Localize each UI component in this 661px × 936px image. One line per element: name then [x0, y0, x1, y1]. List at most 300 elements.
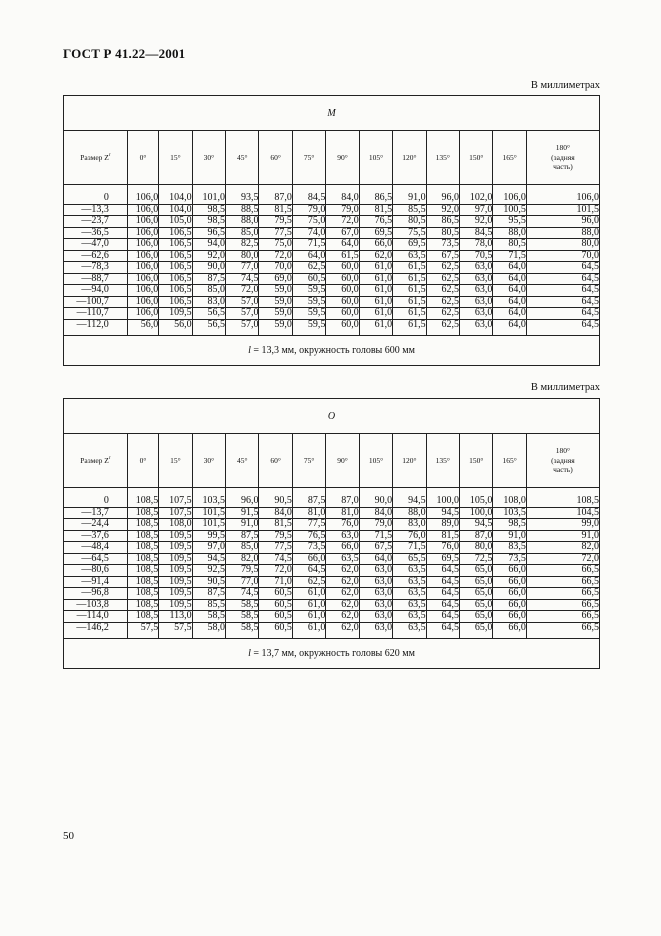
data-table-m — [63, 95, 600, 366]
table-cell: 74,5 — [259, 553, 292, 565]
table-cell: 106,0 — [127, 262, 158, 274]
table-cell: 61,0 — [292, 622, 325, 639]
footer-row — [64, 336, 600, 366]
table-cell: 57,0 — [226, 319, 259, 336]
table-cell: 106,0 — [127, 227, 158, 239]
table-cell: 106,5 — [159, 239, 192, 251]
table-cell: 108,0 — [493, 488, 526, 508]
table-cell: 71,5 — [493, 250, 526, 262]
table-cell: 81,5 — [359, 204, 392, 216]
table-cell: 59,0 — [259, 285, 292, 297]
table-cell: 62,0 — [326, 599, 359, 611]
size-value: —13,7 — [64, 507, 128, 519]
table-cell: 107,5 — [159, 488, 192, 508]
table-cell: 66,5 — [526, 565, 599, 577]
table-cell: 58,5 — [226, 599, 259, 611]
table-row — [64, 507, 600, 519]
table-cell: 106,5 — [159, 250, 192, 262]
table-row — [64, 262, 600, 274]
table-cell: 66,0 — [359, 239, 392, 251]
rear-header-line: (задняя — [551, 152, 575, 162]
table-cell: 109,5 — [159, 542, 192, 554]
table-cell: 66,5 — [526, 611, 599, 623]
table-cell: 91,0 — [226, 519, 259, 531]
table-cell: 63,0 — [359, 611, 392, 623]
table-cell: 108,5 — [127, 576, 158, 588]
table-cell: 61,0 — [359, 262, 392, 274]
table-cell: 105,0 — [460, 488, 493, 508]
table-cell: 81,5 — [259, 519, 292, 531]
table-cell: 61,0 — [292, 599, 325, 611]
rear-header-line: 180° — [555, 143, 571, 153]
table-cell: 88,0 — [393, 507, 426, 519]
table-cell: 98,5 — [192, 204, 225, 216]
size-value: —80,6 — [64, 565, 128, 577]
table-cell: 95,5 — [493, 216, 526, 228]
table-cell: 61,0 — [359, 285, 392, 297]
table-cell: 64,0 — [359, 553, 392, 565]
table-cell: 105,0 — [159, 216, 192, 228]
size-value: —47,0 — [64, 239, 128, 251]
table-cell: 78,0 — [460, 239, 493, 251]
table-cell: 100,5 — [493, 204, 526, 216]
table-cell: 101,5 — [192, 519, 225, 531]
table-cell: 82,5 — [226, 239, 259, 251]
table-cell: 64,5 — [526, 273, 599, 285]
table-cell: 57,0 — [226, 308, 259, 320]
table-cell: 92,5 — [192, 565, 225, 577]
table-cell: 80,5 — [426, 227, 459, 239]
table-cell: 96,5 — [192, 227, 225, 239]
size-value: —146,2 — [64, 622, 128, 639]
table-cell: 60,0 — [326, 319, 359, 336]
table-cell: 108,5 — [127, 488, 158, 508]
table-cell: 62,5 — [426, 319, 459, 336]
table-row — [64, 565, 600, 577]
table-cell: 109,5 — [159, 530, 192, 542]
table-cell: 66,0 — [326, 542, 359, 554]
table-row — [64, 553, 600, 565]
angle-header: 165° — [493, 434, 526, 488]
table-cell: 61,5 — [393, 319, 426, 336]
table-cell: 72,0 — [326, 216, 359, 228]
size-value: —78,3 — [64, 262, 128, 274]
table-cell: 108,5 — [127, 519, 158, 531]
angle-header: 135° — [426, 434, 459, 488]
table-cell: 63,5 — [393, 576, 426, 588]
footer-text: = 13,3 мм, окружность головы 600 мм — [250, 345, 415, 356]
size-header — [64, 131, 128, 185]
table-cell: 103,5 — [192, 488, 225, 508]
table-cell: 60,5 — [259, 588, 292, 600]
table-cell: 67,0 — [326, 227, 359, 239]
table-cell: 60,0 — [326, 308, 359, 320]
table-cell: 103,5 — [493, 507, 526, 519]
table-cell: 62,0 — [326, 611, 359, 623]
header-row — [64, 434, 600, 488]
table-cell: 59,0 — [259, 319, 292, 336]
table-cell: 80,0 — [460, 542, 493, 554]
table-cell: 65,0 — [460, 588, 493, 600]
table-cell: 79,5 — [259, 530, 292, 542]
table-cell: 64,5 — [526, 296, 599, 308]
footer-row — [64, 639, 600, 669]
angle-header-rear — [526, 131, 599, 185]
table-cell: 108,5 — [526, 488, 599, 508]
table-cell: 91,0 — [393, 185, 426, 205]
size-value: —88,7 — [64, 273, 128, 285]
table-cell: 90,5 — [259, 488, 292, 508]
table-cell: 65,0 — [460, 565, 493, 577]
size-value: —94,0 — [64, 285, 128, 297]
table-cell: 64,5 — [426, 599, 459, 611]
table-cell: 70,0 — [259, 262, 292, 274]
table-cell: 64,0 — [493, 308, 526, 320]
table-cell: 106,0 — [526, 185, 599, 205]
table-cell: 77,5 — [292, 519, 325, 531]
table-cell: 93,5 — [226, 185, 259, 205]
size-value: —24,4 — [64, 519, 128, 531]
table-cell: 61,5 — [326, 250, 359, 262]
table-cell: 109,5 — [159, 565, 192, 577]
table-cell: 94,0 — [192, 239, 225, 251]
angle-header: 60° — [259, 131, 292, 185]
table-row — [64, 250, 600, 262]
table-cell: 108,5 — [127, 530, 158, 542]
table-cell: 61,0 — [359, 273, 392, 285]
table-cell: 84,5 — [460, 227, 493, 239]
table-row — [64, 319, 600, 336]
table-cell: 56,5 — [192, 308, 225, 320]
table-cell: 99,0 — [526, 519, 599, 531]
table-cell: 76,0 — [326, 519, 359, 531]
rear-header-line: (задняя — [551, 455, 575, 465]
table-row — [64, 227, 600, 239]
document-id: ГОСТ Р 41.22—2001 — [63, 46, 186, 61]
table-cell: 106,5 — [159, 262, 192, 274]
table-cell: 85,5 — [192, 599, 225, 611]
size-value: —96,8 — [64, 588, 128, 600]
table-cell: 106,0 — [127, 185, 158, 205]
table-cell: 97,0 — [192, 542, 225, 554]
table-cell: 83,0 — [393, 519, 426, 531]
table-cell: 101,5 — [192, 507, 225, 519]
table-cell: 81,0 — [292, 507, 325, 519]
table-cell: 97,0 — [460, 204, 493, 216]
table-cell: 63,5 — [393, 599, 426, 611]
table-cell: 91,5 — [226, 507, 259, 519]
table-cell: 85,0 — [226, 227, 259, 239]
size-value: —103,8 — [64, 599, 128, 611]
table-cell: 107,5 — [159, 507, 192, 519]
table-cell: 77,0 — [226, 576, 259, 588]
table-row — [64, 285, 600, 297]
size-value: —114,0 — [64, 611, 128, 623]
table-cell: 106,0 — [493, 185, 526, 205]
table-row — [64, 599, 600, 611]
table-cell: 63,5 — [393, 622, 426, 639]
table-cell: 106,0 — [127, 239, 158, 251]
table-cell: 65,5 — [393, 553, 426, 565]
table-cell: 63,5 — [393, 611, 426, 623]
table-cell: 79,0 — [359, 519, 392, 531]
table-cell: 61,5 — [393, 273, 426, 285]
table-cell: 87,5 — [226, 530, 259, 542]
table-cell: 66,0 — [493, 588, 526, 600]
table-cell: 61,5 — [393, 262, 426, 274]
unit-label-table-o: В миллиметрах — [530, 382, 600, 393]
table-cell: 65,0 — [460, 611, 493, 623]
table-cell: 64,0 — [493, 319, 526, 336]
table-cell: 63,0 — [359, 565, 392, 577]
table-cell: 65,0 — [460, 576, 493, 588]
table-cell: 88,0 — [226, 216, 259, 228]
table-cell: 61,5 — [393, 296, 426, 308]
table-cell: 76,5 — [359, 216, 392, 228]
table-cell: 56,0 — [159, 319, 192, 336]
table-row — [64, 204, 600, 216]
table-cell: 62,0 — [326, 576, 359, 588]
table-cell: 66,0 — [493, 565, 526, 577]
table-cell: 60,0 — [326, 296, 359, 308]
table-cell: 64,0 — [292, 250, 325, 262]
size-value: —23,7 — [64, 216, 128, 228]
table-cell: 62,0 — [326, 565, 359, 577]
data-table-o — [63, 398, 600, 669]
angle-header: 90° — [326, 131, 359, 185]
table-cell: 94,5 — [426, 507, 459, 519]
table-cell: 64,0 — [493, 296, 526, 308]
size-value: 0 — [64, 488, 128, 508]
table-row — [64, 622, 600, 639]
table-cell: 109,5 — [159, 553, 192, 565]
table-cell: 61,0 — [292, 588, 325, 600]
table-cell: 106,5 — [159, 227, 192, 239]
table-cell: 64,0 — [493, 273, 526, 285]
table-cell: 71,5 — [292, 239, 325, 251]
table-cell: 84,0 — [359, 507, 392, 519]
table-cell: 80,0 — [526, 239, 599, 251]
table-footer — [64, 639, 600, 669]
size-value: —110,7 — [64, 308, 128, 320]
angle-header: 75° — [292, 434, 325, 488]
table-cell: 77,5 — [259, 227, 292, 239]
table-cell: 75,0 — [292, 216, 325, 228]
table-cell: 56,5 — [192, 319, 225, 336]
table-cell: 64,5 — [426, 611, 459, 623]
table-cell: 87,0 — [259, 185, 292, 205]
table-cell: 94,5 — [460, 519, 493, 531]
table-cell: 91,0 — [526, 530, 599, 542]
table-cell: 59,0 — [259, 296, 292, 308]
table-cell: 60,5 — [259, 599, 292, 611]
table-cell: 80,5 — [393, 216, 426, 228]
table-cell: 100,0 — [460, 507, 493, 519]
table-cell: 70,0 — [526, 250, 599, 262]
table-cell: 63,0 — [460, 319, 493, 336]
table-cell: 65,0 — [460, 599, 493, 611]
table-cell: 106,5 — [159, 273, 192, 285]
table-cell: 84,0 — [259, 507, 292, 519]
table-cell: 109,5 — [159, 588, 192, 600]
table-cell: 75,0 — [259, 239, 292, 251]
table-cell: 59,5 — [292, 308, 325, 320]
table-caption: M — [64, 96, 600, 131]
table-row — [64, 542, 600, 554]
angle-header: 75° — [292, 131, 325, 185]
header-row — [64, 131, 600, 185]
table-cell: 99,5 — [192, 530, 225, 542]
rear-header-line: 180° — [555, 446, 571, 456]
table-cell: 58,0 — [192, 622, 225, 639]
table-cell: 84,0 — [326, 185, 359, 205]
table-cell: 86,5 — [426, 216, 459, 228]
table-cell: 66,0 — [292, 553, 325, 565]
table-cell: 58,5 — [192, 611, 225, 623]
footer-variable: l — [248, 648, 251, 659]
table-cell: 90,0 — [359, 488, 392, 508]
table-cell: 64,5 — [426, 622, 459, 639]
table-cell: 92,0 — [192, 250, 225, 262]
size-value: —64,5 — [64, 553, 128, 565]
table-cell: 109,5 — [159, 576, 192, 588]
table-cell: 108,5 — [127, 553, 158, 565]
table-cell: 106,0 — [127, 216, 158, 228]
table-cell: 63,5 — [393, 565, 426, 577]
table-cell: 64,5 — [526, 285, 599, 297]
table-cell: 65,0 — [460, 622, 493, 639]
table-cell: 69,5 — [426, 553, 459, 565]
table-cell: 108,5 — [127, 565, 158, 577]
table-cell: 62,5 — [292, 576, 325, 588]
table-cell: 63,0 — [359, 599, 392, 611]
table-cell: 70,5 — [460, 250, 493, 262]
table-cell: 59,5 — [292, 285, 325, 297]
table-row — [64, 239, 600, 251]
table-cell: 61,0 — [359, 296, 392, 308]
table-cell: 106,0 — [127, 296, 158, 308]
table-cell: 60,0 — [326, 273, 359, 285]
table-cell: 73,5 — [493, 553, 526, 565]
table-cell: 62,5 — [292, 262, 325, 274]
table-cell: 58,5 — [226, 611, 259, 623]
table-cell: 88,0 — [493, 227, 526, 239]
table-cell: 60,0 — [326, 262, 359, 274]
table-cell: 106,0 — [127, 273, 158, 285]
table-cell: 102,0 — [460, 185, 493, 205]
table-cell: 66,5 — [526, 599, 599, 611]
table-cell: 61,5 — [393, 308, 426, 320]
table-cell: 62,5 — [426, 285, 459, 297]
table-cell: 76,5 — [292, 530, 325, 542]
angle-header: 120° — [393, 434, 426, 488]
table-cell: 66,0 — [493, 622, 526, 639]
table-row — [64, 611, 600, 623]
table-cell: 60,0 — [326, 285, 359, 297]
table-cell: 94,5 — [393, 488, 426, 508]
table-cell: 62,5 — [426, 273, 459, 285]
table-cell: 83,0 — [192, 296, 225, 308]
table-cell: 81,5 — [426, 530, 459, 542]
angle-header: 0° — [127, 434, 158, 488]
table-cell: 63,0 — [359, 588, 392, 600]
table-cell: 64,5 — [526, 308, 599, 320]
table-row — [64, 273, 600, 285]
table-row — [64, 308, 600, 320]
table-cell: 72,5 — [460, 553, 493, 565]
table-cell: 64,5 — [426, 588, 459, 600]
table-cell: 91,0 — [493, 530, 526, 542]
table-cell: 64,0 — [326, 239, 359, 251]
size-value: —48,4 — [64, 542, 128, 554]
table-cell: 59,0 — [259, 308, 292, 320]
table-cell: 85,0 — [192, 285, 225, 297]
table-cell: 74,5 — [226, 273, 259, 285]
table-cell: 89,0 — [426, 519, 459, 531]
table-cell: 87,5 — [292, 488, 325, 508]
table-cell: 72,0 — [526, 553, 599, 565]
table-cell: 60,5 — [259, 611, 292, 623]
table-cell: 108,5 — [127, 599, 158, 611]
table-cell: 58,5 — [226, 622, 259, 639]
table-cell: 80,5 — [493, 239, 526, 251]
table-cell: 63,0 — [460, 285, 493, 297]
table-cell: 64,5 — [426, 576, 459, 588]
table-cell: 72,0 — [226, 285, 259, 297]
table-cell: 88,5 — [226, 204, 259, 216]
table-cell: 79,5 — [259, 216, 292, 228]
page-number: 50 — [63, 830, 74, 842]
size-value: —100,7 — [64, 296, 128, 308]
angle-header: 60° — [259, 434, 292, 488]
table-cell: 104,0 — [159, 185, 192, 205]
table-cell: 87,0 — [326, 488, 359, 508]
table-cell: 106,0 — [127, 285, 158, 297]
table-cell: 64,5 — [526, 262, 599, 274]
angle-header: 150° — [460, 131, 493, 185]
table-cell: 67,5 — [426, 250, 459, 262]
table-cell: 96,0 — [526, 216, 599, 228]
table-cell: 63,5 — [326, 553, 359, 565]
size-header-sup: r — [108, 455, 111, 461]
table-cell: 92,0 — [426, 204, 459, 216]
table-cell: 71,0 — [259, 576, 292, 588]
table-cell: 106,5 — [159, 285, 192, 297]
size-value: —13,3 — [64, 204, 128, 216]
table-cell: 108,5 — [127, 507, 158, 519]
angle-header: 30° — [192, 434, 225, 488]
table-cell: 59,5 — [292, 296, 325, 308]
caption-row — [64, 96, 600, 131]
table-cell: 94,5 — [192, 553, 225, 565]
table-cell: 101,5 — [526, 204, 599, 216]
table-cell: 63,0 — [326, 530, 359, 542]
table-cell: 109,5 — [159, 308, 192, 320]
table-cell: 72,0 — [259, 250, 292, 262]
rear-header-line: часть) — [553, 162, 573, 172]
table-cell: 73,5 — [292, 542, 325, 554]
table-cell: 76,0 — [393, 530, 426, 542]
table-cell: 77,0 — [226, 262, 259, 274]
caption-row — [64, 399, 600, 434]
table-row — [64, 530, 600, 542]
size-value: —112,0 — [64, 319, 128, 336]
table-cell: 96,0 — [426, 185, 459, 205]
table-cell: 83,5 — [493, 542, 526, 554]
table-cell: 87,5 — [192, 588, 225, 600]
table-cell: 63,0 — [460, 296, 493, 308]
table-cell: 66,0 — [493, 599, 526, 611]
